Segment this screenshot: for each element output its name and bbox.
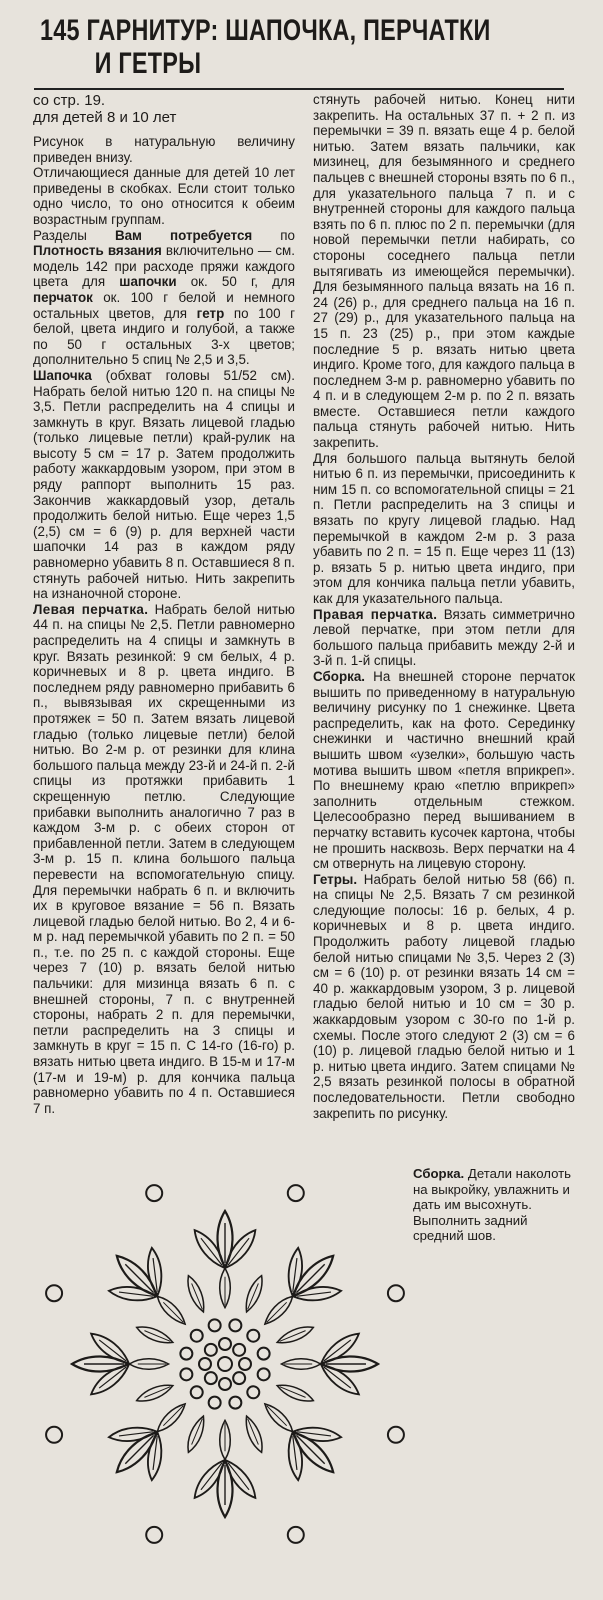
leaf-stitch [72, 1356, 128, 1371]
page-title [40, 14, 578, 80]
knot-stitch [146, 1527, 162, 1543]
leaf-stitch [184, 1274, 209, 1314]
leaf-stitch [275, 1323, 315, 1348]
glove-assembly-instructions: На внешней стороне перчаток вышить по приведенному в натуральную величину рисунку по 1 снежинке. Цвета распределить, как на фото. Серединку снежинки и частично внешний край вышить швом «узелки», большую часть мотива вышить швом «петля вприкреп». По внешнему краю «петлю вприкреп» заполнить отдельным стежком. Целесообразно перед вышиванием в перчатку вставить кусочек картона, чтобы не прошить насквозь. Верх перчатки на 4 см отвернуть на лицевую сторону. [313, 668, 575, 872]
glove-assembly-section [313, 669, 575, 872]
knot-stitch [233, 1372, 245, 1384]
knot-stitch [258, 1368, 270, 1380]
knot-stitch [180, 1348, 192, 1360]
fingers-paragraph: стянуть рабочей нитью. Конец нити закрепить. На остальных 37 п. + 2 п. из перемычки = 39 п. вязать еще 4 р. белой нитью. Затем вязать пальчики, как мизинец, для безымянного и среднего пальцев с внешней стороны взять по 6 п., для указательного пальца 7 п. и с внутренней стороны для каждого пальца взять по 6 п. плюс по 2 п. перемычки (для новой перемычки петли набирать, со стороны соседнего пальца петли вытягивать из имеющейся перемычки). Для безымянного пальца вязать на 16 п. 24 (26) р., для среднего пальца на 16 п. 27 (29) р., для указательного пальца на 15 п. 23 (25) р., при этом каждые последние 5 р. вязать нитью цвета индиго. Кроме того, для каждого пальца в последнем 3-м р. равномерно убавить по 4 п. и в следующем 2-м р. по 2 п. вязать вместе. Оставшиеся петли каждого пальца стянуть рабочей нитью. Нить закрепить. [313, 92, 575, 451]
snowflake-motif [46, 1185, 404, 1543]
item-gloves: перчаток [33, 289, 93, 305]
right-glove-section [313, 607, 575, 669]
knot-stitch [247, 1386, 259, 1398]
gaiters-section [313, 872, 575, 1122]
knot-stitch [191, 1330, 203, 1342]
knot-stitch [388, 1285, 404, 1301]
leaf-stitch [220, 1420, 231, 1459]
snowflake-embroidery-pattern-icon [0, 1150, 603, 1600]
title-line-2: И ГЕТРЫ [94, 47, 202, 80]
leaf-stitch [221, 1456, 260, 1501]
leaf-stitch [322, 1356, 378, 1371]
page-reference: со стр. 19. [33, 92, 106, 109]
thumb-paragraph: Для большого пальца вытянуть белой нитью 6 п. из перемычки, присоединить к ним 15 п. со вспомогательной спицы = 21 п. Петли распределить на 3 спицы и вязать по кругу лицевой гладью. Над перемычкой в каждом 2-м р. 3 раза убавить по 2 п. = 15 п. Еще через 11 (13) р. вязать 5 р. нитью цвета индиго, при этом для кончика пальца петли убавить, как для указательного пальца. [313, 450, 575, 606]
gaiters-assembly-heading: Сборка. [413, 1166, 465, 1181]
leaf-stitch [220, 1268, 231, 1307]
leaf-stitch [111, 1427, 161, 1477]
left-glove-heading: Левая перчатка. [33, 601, 149, 617]
left-glove-section [33, 602, 295, 1117]
leaf-stitch [135, 1381, 175, 1406]
knot-stitch [191, 1386, 203, 1398]
knot-stitch [388, 1427, 404, 1443]
hat-instructions: (обхват головы 51/52 см). Набрать белой нитью 120 п. на спицы № 3,5. Петли распределить на 4 спицы и замкнуть в круг. Вязать лицевой гладью (только лицевые петли) край-рулик на высоту 5 см = 17 р. Затем продолжить работу жаккардовым узором, при этом в ряду раппорт выполнить 15 раз. Закончив жаккардовый узор, деталь продолжить белой нитью. Еще через 1,5 (2,5) см = 6 (9) р. для верхней части шапочки 14 раз в каждом ряду равномерно убавить 8 п. Оставшиеся 8 п. стянуть рабочей нитью. Нить закрепить на изнаночной стороне. [33, 367, 295, 602]
left-column [33, 92, 295, 1116]
leaf-stitch [317, 1329, 362, 1368]
knot-stitch [205, 1344, 217, 1356]
knot-stitch [209, 1397, 221, 1409]
leaf-stitch [317, 1360, 362, 1399]
knot-stitch [46, 1285, 62, 1301]
leaf-stitch [190, 1226, 229, 1271]
right-glove-heading: Правая перчатка. [313, 606, 438, 622]
leaf-stitch [87, 1360, 132, 1399]
leaf-stitch [275, 1381, 315, 1406]
leaf-stitch [184, 1414, 209, 1454]
intro-paragraph-2: Отличающиеся данные для детей 10 лет приведены в скобках. Если стоит только одно число, то оно относится к обеим возрастным группам. [33, 165, 295, 227]
knot-stitch [219, 1378, 231, 1390]
leaf-stitch [288, 1427, 338, 1477]
leaf-stitch [261, 1293, 296, 1328]
intro-paragraph-1: Рисунок в натуральную величину приведен внизу. [33, 134, 295, 165]
leaf-stitch [217, 1211, 232, 1267]
glove-assembly-heading: Сборка. [313, 668, 365, 684]
leaf-stitch [87, 1329, 132, 1368]
item-gaiters: гетр [196, 305, 225, 321]
title-line-1: 145 ГАРНИТУР: ШАПОЧКА, ПЕРЧАТКИ [40, 14, 491, 47]
leaf-stitch [154, 1400, 189, 1435]
text-run: ок. 50 г, для [176, 274, 295, 290]
knot-stitch [233, 1344, 245, 1356]
knot-stitch [209, 1319, 221, 1331]
leaf-stitch [261, 1400, 296, 1435]
text-run: включительно — см. модель 142 при расходе пряжи каждого цвета для [33, 243, 295, 290]
hat-section [33, 368, 295, 602]
knot-stitch [229, 1319, 241, 1331]
knot-stitch [199, 1358, 211, 1370]
text-run: ок. 100 г белой и немного остальных цветов, для [33, 289, 295, 321]
age-group: для детей 8 и 10 лет [33, 109, 177, 126]
text-run: Разделы [33, 227, 115, 243]
leaf-stitch [288, 1250, 338, 1300]
gaiters-heading: Гетры. [313, 871, 358, 887]
knot-stitch [180, 1368, 192, 1380]
hat-heading: Шапочка [33, 367, 92, 383]
right-column [313, 92, 575, 1121]
gaiters-instructions: Набрать белой нитью 58 (66) п. на спицы № 2,5. Вязать 7 см резинкой следующие полосы: 16 р. белых, 4 р. коричневых и 8 р. цвета индиго. Продолжить работу лицевой гладью белой нитью спицами № 3,5. Через 2 (3) см = 6 (10) р. от резинки вязать 14 см = 40 р. жаккардовым узором, 3 р. лицевой гладью белой нитью и 10 см = 30 р. жаккардовым узором с 30-го по 1-й р. схемы. После этого следуют 2 (3) см = 6 (10) р. лицевой гладью белой нитью и 1 р. нитью цвета индиго. Затем спицами № 2,5 вязать резинкой полосы в обратной последовательности. Петли свободно закрепить по рисунку. [313, 871, 575, 1121]
leaf-stitch [281, 1359, 320, 1370]
knot-stitch [146, 1185, 162, 1201]
left-glove-instructions: Набрать белой нитью 44 п. на спицы № 2,5. Петли равномерно распределить на 4 спицы и замкнуть в круг. Вязать резинкой: 9 см белых, 4 р. коричневых и 8 р. цвета индиго. В последнем ряду равномерно прибавить 6 п., вывязывая их скрещенными из протяжек = 50 п. Затем вязать лицевой гладью (только лицевые петли) белой нитью. Во 2-м р. от резинки для клина большого пальца между 23-й и 24-й п. 2-й спицы из протяжки прибавить 1 скрещенную петлю. Следующие прибавки выполнить аналогично 7 раз в каждом 3-м р. с обеих сторон от прибавленной петли. Затем в следующем 3-м р. 15 п. клина большого пальца перевести на вспомогательную спицу. Для перемычки набрать 6 п. и включить их в круговое вязание = 56 п. Вязать лицевой гладью белой нитью. Во 2, 4 и 6-м р. над перемычкой убавить по 2 п. = 50 п., т.е. по 25 п. с каждой стороны. Еще через 7 (10) р. вязать белой нитью пальчики: для мизинца вязать 6 п. с внешней стороны, 7 п. с внутренней стороны, набрать 2 п. для перемычки, петли распределить на 3 спицы и замкнуть в круг = 15 п. С 14-го (16-го) р. вязать нитью цвета индиго. В 15-м и 17-м (17-м и 19-м) р. для кончика пальца равномерно убавить по 4 п. Оставшиеся 7 п. [33, 601, 295, 1116]
text-run: по 100 г белой, цвета индиго и голубой, а также по 50 г остальных 3-х цветов; дополнительно 5 спиц № 2,5 и 3,5. [33, 305, 295, 368]
gaiters-assembly-instructions: Детали наколоть на выкройку, увлажнить и дать им высохнуть. Выполнить задний средний шов. [413, 1166, 572, 1243]
leaf-stitch [217, 1461, 232, 1517]
leaf-stitch [135, 1323, 175, 1348]
section-ref-materials: Вам потребуется [114, 227, 253, 243]
knot-stitch [218, 1357, 232, 1371]
section-ref-gauge: Плотность вязания [33, 243, 162, 259]
leaf-stitch [242, 1274, 267, 1314]
text-run: по [252, 227, 295, 243]
leaf-stitch [221, 1226, 260, 1271]
knot-stitch [247, 1330, 259, 1342]
reference-block [33, 92, 295, 126]
materials-paragraph [33, 228, 295, 368]
knot-stitch [258, 1348, 270, 1360]
leaf-stitch [111, 1250, 161, 1300]
right-glove-instructions: Вязать симметрично левой перчатке, при этом петли для большого пальца прибавить между 2-й и 3-й п. 1-й спицы. [313, 606, 576, 669]
knot-stitch [229, 1397, 241, 1409]
title-underline [34, 88, 564, 90]
leaf-stitch [129, 1359, 168, 1370]
knot-stitch [46, 1427, 62, 1443]
item-hat: шапочки [119, 274, 177, 290]
leaf-stitch [190, 1456, 229, 1501]
knot-stitch [288, 1185, 304, 1201]
leaf-stitch [154, 1293, 189, 1328]
knot-stitch [239, 1358, 251, 1370]
knot-stitch [288, 1527, 304, 1543]
knot-stitch [205, 1372, 217, 1384]
leaf-stitch [242, 1414, 267, 1454]
knot-stitch [219, 1338, 231, 1350]
